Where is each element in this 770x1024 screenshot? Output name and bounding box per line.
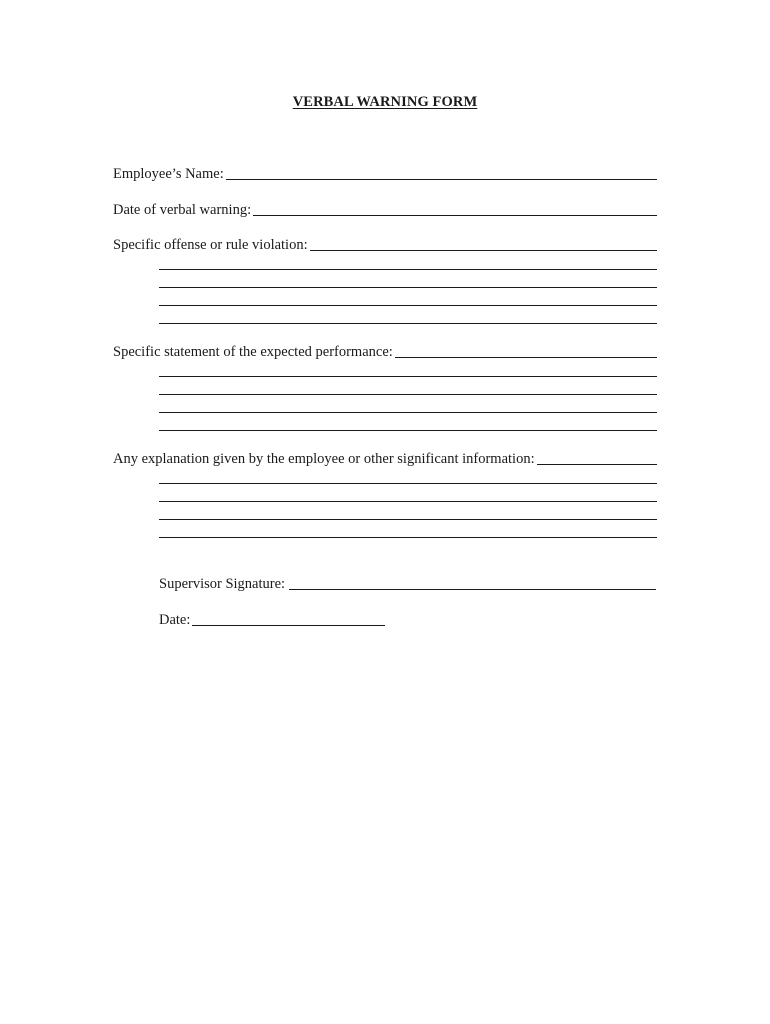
- date-row: [159, 612, 385, 628]
- supervisor-signature-field[interactable]: [289, 589, 656, 590]
- explanation-line-5[interactable]: [159, 537, 657, 538]
- explanation-line-2[interactable]: [159, 483, 657, 484]
- date-of-warning-label: Date of verbal warning:: [113, 202, 252, 218]
- offense-field[interactable]: [310, 250, 657, 251]
- expected-performance-line-5[interactable]: [159, 430, 657, 431]
- expected-performance-field[interactable]: [395, 357, 657, 358]
- employee-name-field[interactable]: [226, 179, 657, 180]
- expected-performance-row: [113, 344, 657, 360]
- date-field[interactable]: [192, 625, 385, 626]
- employee-name-label: Employee’s Name:: [113, 166, 224, 182]
- supervisor-signature-label: Supervisor Signature:: [159, 576, 286, 592]
- explanation-line-3[interactable]: [159, 501, 657, 502]
- explanation-row: [113, 451, 657, 467]
- date-of-warning-row: [113, 202, 657, 218]
- employee-name-row: [113, 166, 657, 182]
- offense-line-4[interactable]: [159, 305, 657, 306]
- offense-line-5[interactable]: [159, 323, 657, 324]
- offense-label: Specific offense or rule violation:: [113, 237, 308, 253]
- date-label: Date:: [159, 612, 191, 628]
- offense-line-3[interactable]: [159, 287, 657, 288]
- form-title: VERBAL WARNING FORM: [292, 94, 478, 110]
- explanation-label: Any explanation given by the employee or other significant information:: [113, 451, 535, 467]
- explanation-field[interactable]: [537, 464, 657, 465]
- explanation-line-4[interactable]: [159, 519, 657, 520]
- expected-performance-line-4[interactable]: [159, 412, 657, 413]
- expected-performance-label: Specific statement of the expected performance:: [113, 344, 393, 360]
- expected-performance-line-2[interactable]: [159, 376, 657, 377]
- expected-performance-line-3[interactable]: [159, 394, 657, 395]
- offense-line-2[interactable]: [159, 269, 657, 270]
- supervisor-signature-row: [159, 576, 656, 592]
- date-of-warning-field[interactable]: [253, 215, 657, 216]
- offense-row: [113, 237, 657, 253]
